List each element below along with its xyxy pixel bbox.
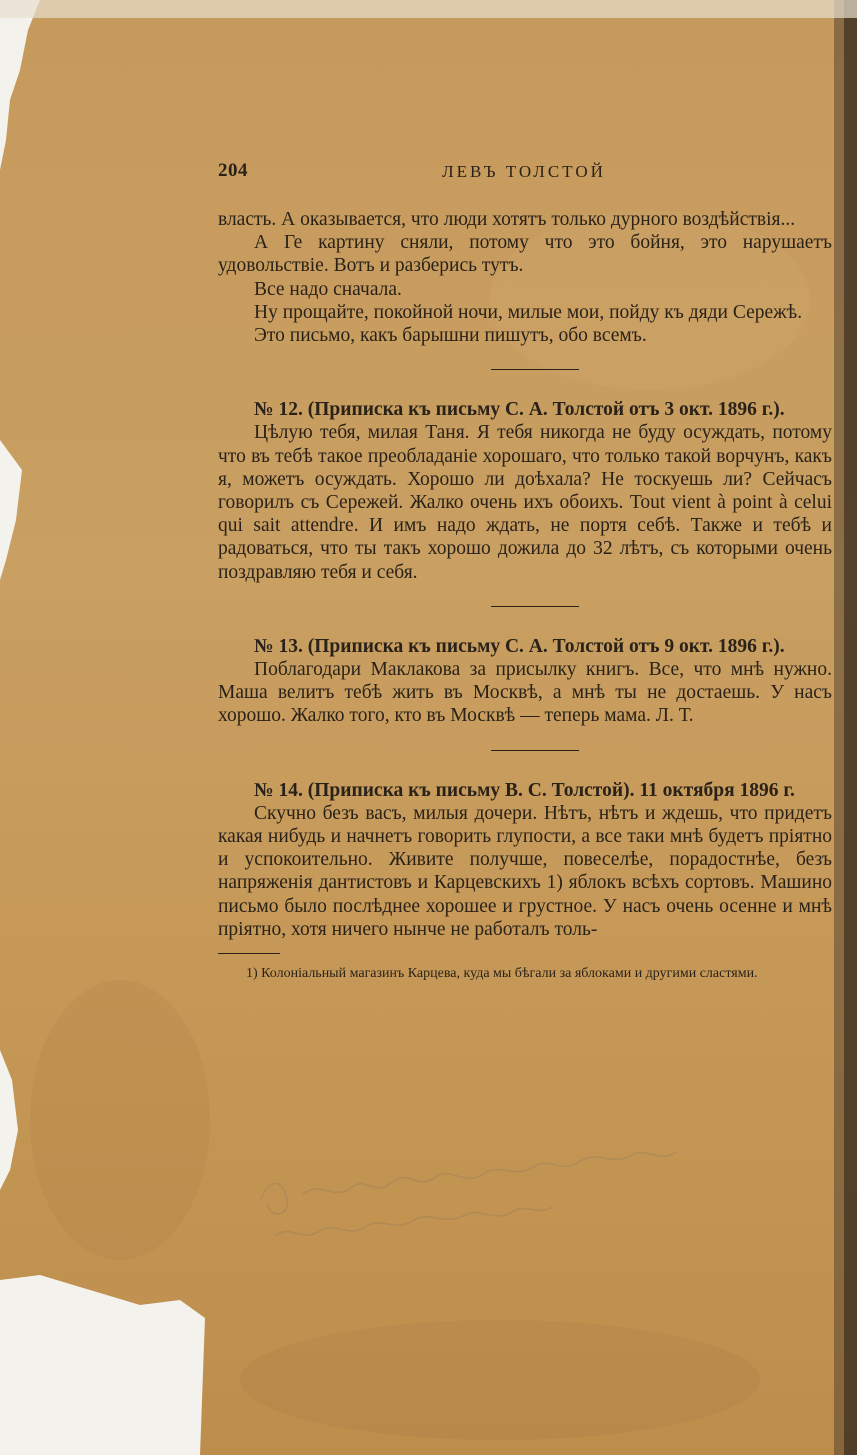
footnote-divider <box>218 953 280 954</box>
section-divider <box>491 369 579 370</box>
section-title-12: № 12. (Приписка къ письму С. А. Толстой отъ 3 окт. 1896 г.). <box>254 399 785 421</box>
section-title-13: № 13. (Приписка къ письму С. А. Толстой отъ 9 окт. 1896 г.). <box>254 635 785 657</box>
footnote: 1) Колоніальный магазинъ Карцева, куда мы бѣгали за яблоками и другими сластями. <box>246 966 758 982</box>
section-divider <box>491 606 579 607</box>
paragraph: Ну прощайте, покойной ночи, милые мои, пойду къ дяди Сережѣ. <box>254 301 803 323</box>
paragraph: А Ге картину сняли, потому что это бойня, это нарушаетъ удовольствіе. Вотъ и разберись тутъ. <box>218 232 832 277</box>
section-divider <box>491 750 579 751</box>
letter-text-13: Поблагодари Маклакова за присылку книгъ. Все, что мнѣ нужно. Маша велитъ тебѣ жить въ Москвѣ, а мнѣ ты не достаешь. У насъ хорошо. Жалко того, кто въ Москвѣ — теперь мама. Л. Т. <box>218 659 832 727</box>
paragraph: Это письмо, какъ барышни пишутъ, обо всемъ. <box>254 325 647 347</box>
pencil-handwriting <box>250 1124 775 1250</box>
letter-text-12: Цѣлую тебя, милая Таня. Я тебя никогда не буду осуждать, потому что въ тебѣ такое преобладаніе хорошаго, что только такой ворчунъ, какъ я, можетъ осуждать. Хорошо ли доѣхала? Не тоскуешь ли? Сейчасъ говорилъ съ Сережей. Жалко очень ихъ обоихъ. Tout vient à point à celui qui sait attendre. И имъ надо ждать, не портя себѣ. Также и тебѣ и радоваться, что ты такъ хорошо дожила до 32 лѣтъ, съ которыми очень поздравляю тебя и себя. <box>218 422 832 583</box>
page-number: 204 <box>218 160 248 181</box>
running-title: ЛЕВЪ ТОЛСТОЙ <box>442 162 606 181</box>
body-text <box>218 208 832 983</box>
paragraph: власть. А оказывается, что люди хотятъ только дурного воздѣйствія... <box>218 209 796 230</box>
section-title-14: № 14. (Приписка къ письму В. С. Толстой). 11 октября 1896 г. <box>254 779 795 801</box>
paragraph: Все надо сначала. <box>254 278 402 300</box>
page-header <box>218 160 830 190</box>
letter-text-14: Скучно безъ васъ, милыя дочери. Нѣтъ, нѣтъ и ждешь, что придетъ какая нибудь и начнетъ говорить глупости, а все таки мнѣ будетъ пріятно и успокоительно. Живите получше, повеселѣе, порадостнѣе, безъ напряженія дантистовъ и Карцевскихъ 1) яблокъ всѣхъ сортовъ. Машино письмо было послѣднее хорошее и грустное. У насъ очень осенне и мнѣ пріятно, хотя ничего нынче не работалъ толь- <box>218 802 832 940</box>
